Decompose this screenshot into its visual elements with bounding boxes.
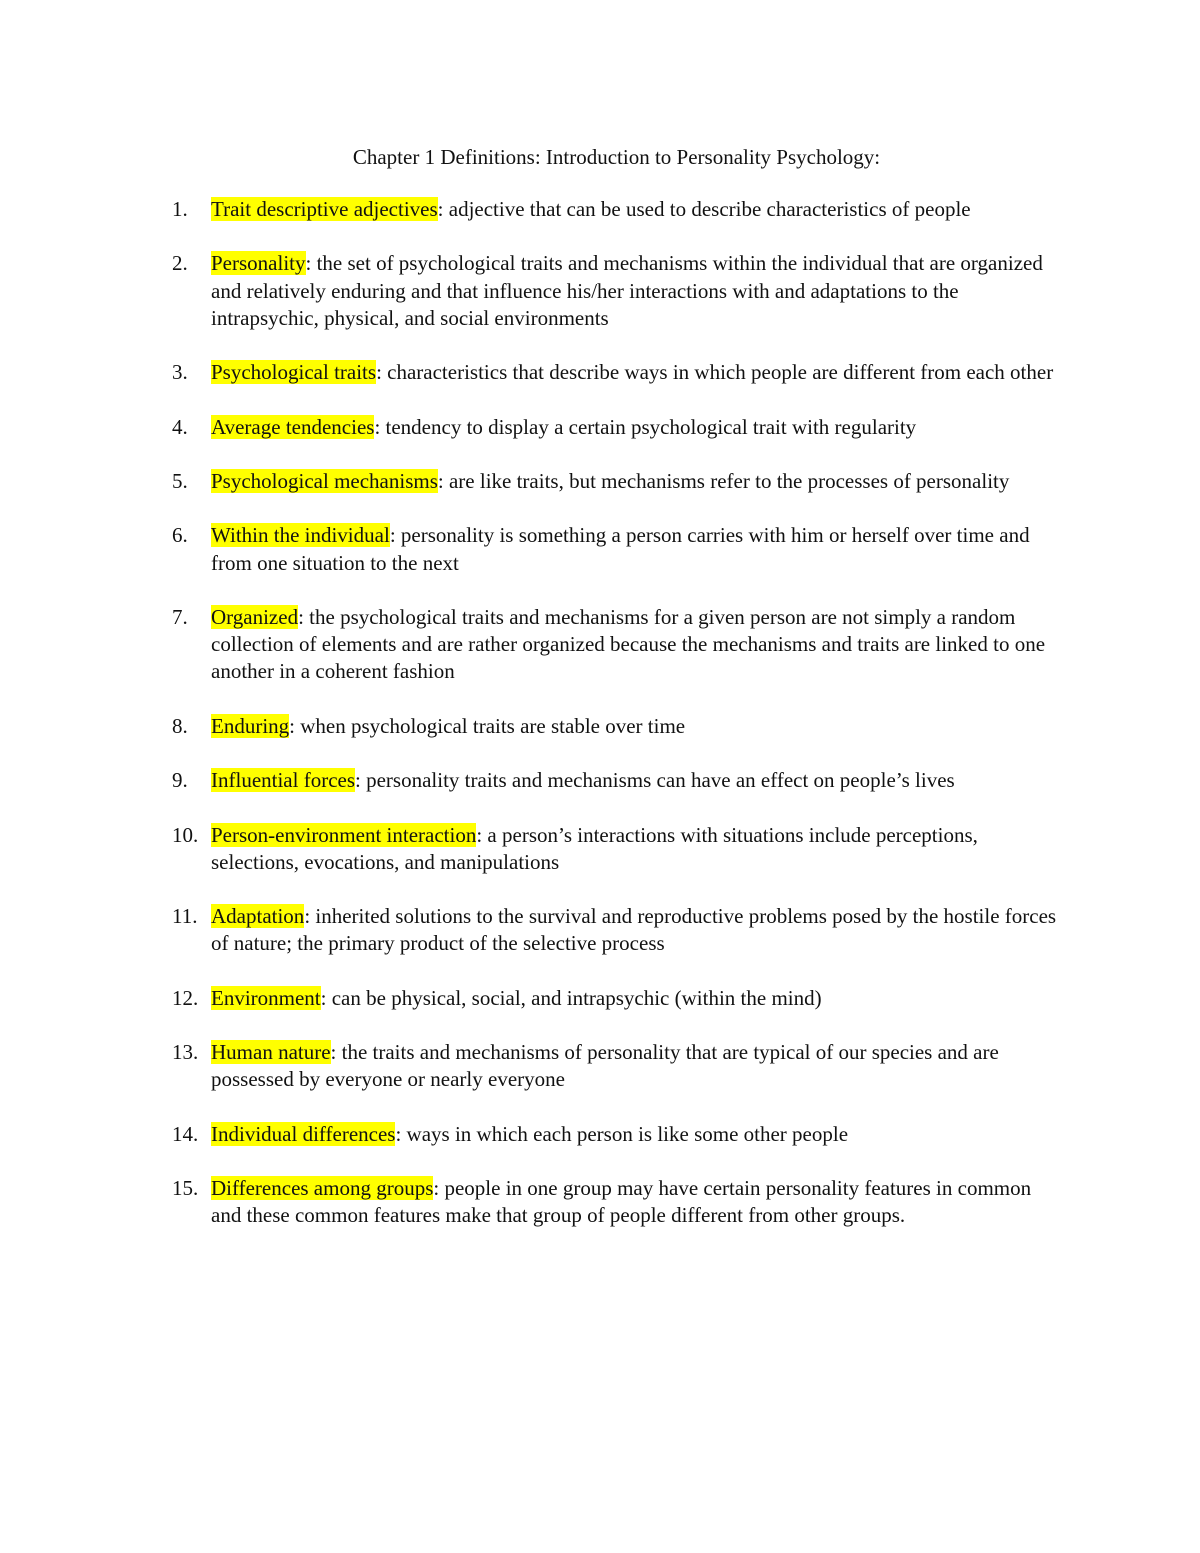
item-number: 12. (172, 985, 199, 1010)
definition-item (172, 767, 1062, 794)
item-number: 10. (172, 822, 199, 847)
definition-text: : personality is something a person carries with him or herself over time and from one situation to the next (211, 523, 1030, 575)
definition-text: : a person’s interactions with situations include perceptions, selections, evocations, and manipulations (211, 822, 978, 874)
highlighted-term: Enduring (211, 713, 290, 738)
item-number: 1. (172, 197, 188, 221)
highlighted-term: Psychological traits (211, 360, 377, 385)
item-number: 8. (172, 713, 188, 738)
definition-item (172, 822, 1062, 876)
definition-text: : personality traits and mechanisms can have an effect on people’s lives (355, 768, 955, 793)
definition-item (172, 250, 1062, 332)
definition-text: : characteristics that describe ways in which people are different from each other (376, 360, 1054, 385)
definition-text: : inherited solutions to the survival and reproductive problems posed by the hostile forces of nature; the primary product of the selective process (211, 904, 1057, 956)
highlighted-term: Adaptation (211, 904, 305, 929)
item-number: 3. (172, 360, 188, 385)
definition-item (172, 468, 1062, 495)
definition-item (172, 713, 1062, 740)
definition-text: : when psychological traits are stable over time (289, 713, 686, 738)
definition-item (172, 359, 1062, 386)
item-number: 7. (172, 604, 188, 629)
highlighted-term: Average tendencies (211, 414, 375, 439)
definition-item (172, 196, 1062, 223)
highlighted-term: Influential forces (211, 768, 356, 793)
definition-text: : are like traits, but mechanisms refer to the processes of personality (437, 468, 1010, 493)
definition-text: : the set of psychological traits and mechanisms within the individual that are organized and relatively enduring and that influence his/her interactions with and adaptations to the intrapsychic, physical, and social environments (211, 251, 1043, 330)
definition-text: : the psychological traits and mechanisms for a given person are not simply a random collection of elements and are rather organized because the mechanisms and traits are linked to one another in a coherent fashion (211, 604, 1046, 684)
definition-item (172, 1175, 1062, 1229)
item-number: 9. (172, 768, 188, 793)
definition-item (172, 414, 1062, 441)
highlighted-term: Differences among groups (211, 1176, 434, 1201)
definition-text: : can be physical, social, and intrapsychic (within the mind) (320, 985, 822, 1010)
definition-item (172, 522, 1062, 576)
highlighted-term: Trait descriptive adjectives (211, 197, 438, 221)
highlighted-term: Environment (211, 985, 321, 1010)
highlighted-term: Individual differences (211, 1121, 396, 1146)
item-number: 5. (172, 468, 188, 493)
item-number: 11. (172, 904, 198, 929)
highlighted-term: Personality (211, 251, 306, 276)
item-number: 6. (172, 523, 188, 548)
definition-item (172, 1121, 1062, 1148)
definition-item (172, 604, 1062, 686)
highlighted-term: Psychological mechanisms (211, 468, 438, 493)
page-title: Chapter 1 Definitions: Introduction to Personality Psychology: (352, 145, 881, 169)
definition-text: : ways in which each person is like some other people (395, 1121, 849, 1146)
highlighted-term: Within the individual (211, 523, 390, 548)
definition-text: : tendency to display a certain psychological trait with regularity (374, 414, 917, 439)
highlighted-term: Human nature (211, 1040, 331, 1065)
definition-item (172, 1039, 1062, 1093)
item-number: 2. (172, 251, 188, 276)
definition-text: : people in one group may have certain personality features in common and these common features make that group of people different from other groups. (211, 1176, 1032, 1228)
highlighted-term: Organized (211, 604, 299, 629)
item-number: 13. (172, 1040, 199, 1065)
definition-text: : adjective that can be used to describe characteristics of people (437, 197, 971, 221)
item-number: 4. (172, 414, 188, 439)
highlighted-term: Person-environment interaction (211, 822, 477, 847)
definition-item (172, 985, 1062, 1012)
definition-text: : the traits and mechanisms of personality that are typical of our species and are possessed by everyone or nearly everyone (211, 1040, 999, 1092)
item-number: 15. (172, 1176, 199, 1201)
definitions-list (172, 196, 1062, 1257)
definition-item (172, 903, 1062, 957)
item-number: 14. (172, 1121, 199, 1146)
